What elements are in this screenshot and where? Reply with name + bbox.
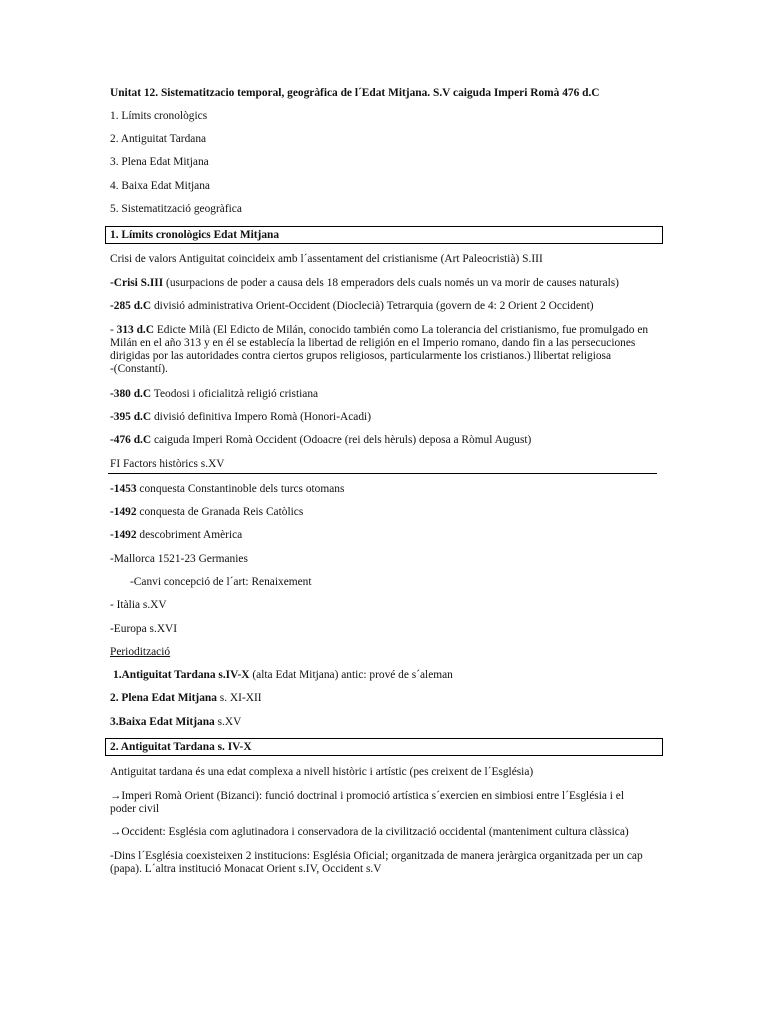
event-395 [110,410,670,424]
event-1453 [110,482,670,496]
event-313-line4: -(Constantí). [110,363,168,375]
toc-item: 4. Baixa Edat Mitjana [110,180,210,192]
event-date: -285 d.C [110,300,152,312]
event-text: caiguda Imperi Romà Occident (Odoacre (rei dels hèruls) deposa a Ròmul August) [151,434,532,446]
section1-heading-box [105,226,663,244]
event-text: descobriment Amèrica [136,529,243,541]
event-text: divisió administrativa Orient-Occident (Dioclecià) Tetrarquia (govern de 4: 2 Orient 2 Occident) [151,300,594,312]
event-date: -476 d.C [110,434,152,446]
event-313 [110,323,670,337]
dins-line2: (papa). L´altra institució Monacat Orient s.IV, Occident s.V [110,863,382,875]
occident-line: →Occident: Església com aglutinadora i conservadora de la civilització occidental (manteniment cultura clàssica) [110,826,629,838]
event-313-line2: Milán en el año 313 y en él se establecía la libertad de religión en el Imperio romano, dando fin a las persecuciones [110,337,636,349]
toc-item: 5. Sistematització geogràfica [110,203,242,215]
event-1492-america [110,528,670,542]
event-476 [110,433,670,447]
period-3 [110,715,670,729]
period-text: s.XV [214,716,242,728]
section1-heading: 1. Límits cronològics Edat Mitjana [110,229,280,241]
event-crisi [110,276,670,290]
event-date: -1492 [110,529,137,541]
period-label: 1.Antiguitat Tardana s.IV-X [113,669,250,681]
periodization-heading: Periodització [110,646,171,658]
event-380 [110,387,670,401]
event-text: conquesta de Granada Reis Catòlics [136,506,304,518]
period-1 [113,668,673,682]
toc-item: 3. Plena Edat Mitjana [110,156,209,168]
period-label: 3.Baixa Edat Mitjana [110,716,215,728]
section1-intro: Crisi de valors Antiguitat coincideix amb l´assentament del cristianisme (Art Paleocristià) S.III [110,253,543,265]
event-date: -Crisi S.III [110,277,164,289]
event-italia: - Itàlia s.XV [110,599,167,611]
event-europa: -Europa s.XVI [110,623,178,635]
event-date: 313 d.C [116,324,154,336]
dins-line1: -Dins l´Església coexisteixen 2 institucions: Església Oficial; organitzada de manera jeràrgica organitzada per un cap [110,850,643,862]
event-1492-granada [110,505,670,519]
event-text: (usurpacions de poder a causa dels 18 emperadors dels cuals només un va morir de causes naturals) [163,277,619,289]
horizontal-rule [108,473,657,474]
orient-line2: poder civil [110,803,160,815]
event-text: divisió definitiva Impero Romà (Honori-Acadi) [151,411,371,423]
event-date: -395 d.C [110,411,152,423]
period-text: s. XI-XII [216,692,262,704]
period-label: 2. Plena Edat Mitjana [110,692,217,704]
event-date: -380 d.C [110,388,152,400]
event-text: Edicte Milà (El Edicto de Milán, conocido también como La tolerancia del cristianismo, fue promulgado en [154,324,649,336]
section2-intro: Antiguitat tardana és una edat complexa a nivell històric i artístic (pes creixent de l´Església) [110,766,534,778]
event-313-line3: dirigidas por las autoridades contra ciertos grupos religiosos, particularmente los cristianos.) llibertat religiosa [110,350,612,362]
section2-heading-box [105,738,663,756]
period-2 [110,691,670,705]
orient-line1: →Imperi Romà Orient (Bizanci): funció doctrinal i promoció artística s´exercien en simbiosi entre l´Església i el [110,790,624,802]
event-prefix: - [110,324,117,336]
event-date: -1492 [110,506,137,518]
event-mallorca: -Mallorca 1521-23 Germanies [110,553,248,565]
period-text: (alta Edat Mitjana) antic: prové de s´aleman [249,669,453,681]
section2-heading: 2. Antiguitat Tardana s. IV-X [110,741,252,753]
document-title: Unitat 12. Sistematitzacio temporal, geogràfica de l´Edat Mitjana. S.V caiguda Imperi Romà 476 d.C [110,87,600,99]
toc-item: 1. Límits cronològics [110,110,208,122]
event-text: conquesta Constantinoble dels turcs otomans [136,483,345,495]
toc-item: 2. Antiguitat Tardana [110,133,207,145]
event-285 [110,299,670,313]
event-text: Teodosi i oficialitzà religió cristiana [151,388,319,400]
event-date: -1453 [110,483,137,495]
fi-factors-heading: FI Factors històrics s.XV [110,458,225,470]
event-canvi: -Canvi concepció de l´art: Renaixement [130,576,312,588]
